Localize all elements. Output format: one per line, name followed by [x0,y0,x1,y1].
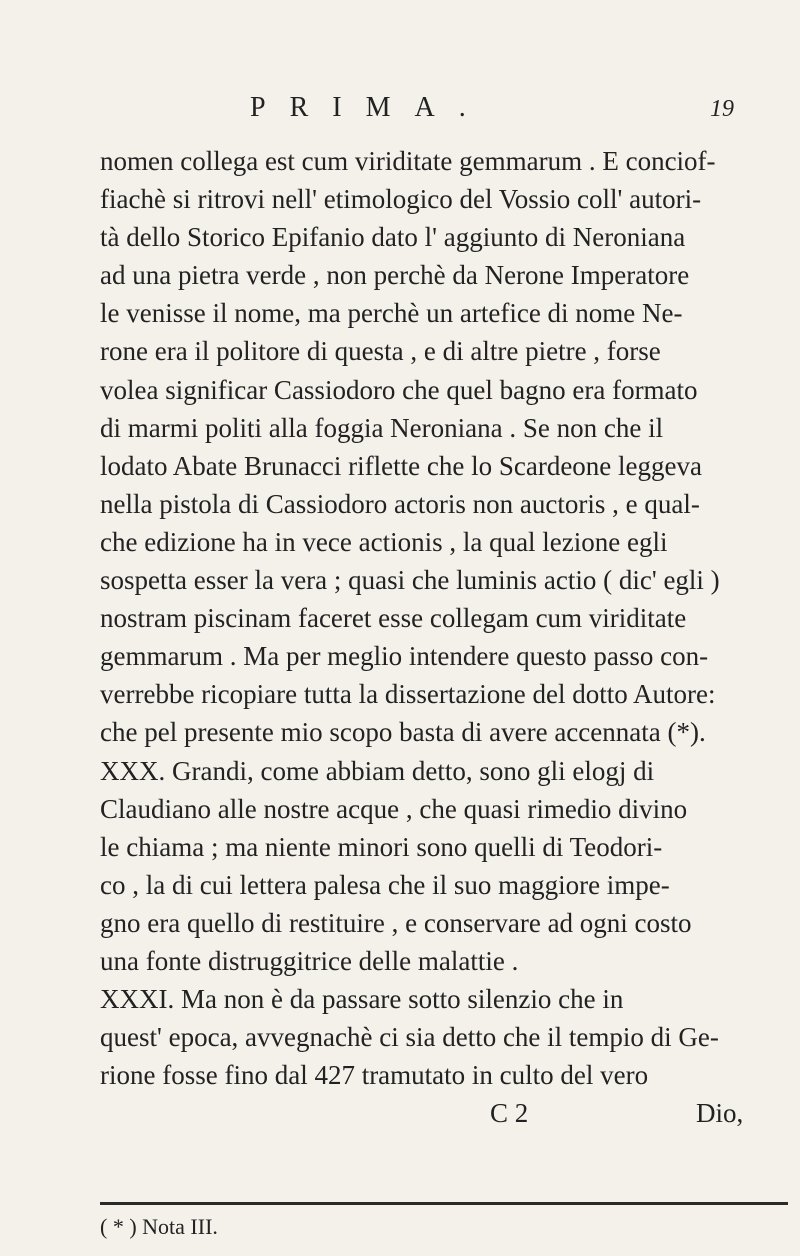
text-line: verrebbe ricopiare tutta la dissertazione del dotto Autore: [100,679,716,710]
page-number: 19 [710,96,734,122]
footnote: ( * ) Nota III. [100,1214,218,1239]
text-line: nella pistola di Cassiodoro actoris non auctoris , e qual- [100,488,700,519]
text-line: sospetta esser la vera ; quasi che luminis actio ( dic' egli ) [100,565,720,596]
text-line: Claudiano alle nostre acque , che quasi rimedio divino [100,793,688,824]
text-line: nomen collega est cum viriditate gemmarum . E conciof- [100,146,716,176]
signature-mark: C 2 [490,1098,529,1129]
text-line: gno era quello di restituire , e conservare ad ogni costo [100,907,692,938]
footnote-rule [100,1202,788,1205]
page-header [0,92,800,132]
text-line: tà dello Storico Epifanio dato l' aggiunto di Neroniana [100,222,686,253]
text-line: nostram piscinam faceret esse collegam cum viriditate [100,603,687,634]
text-line: le chiama ; ma niente minori sono quelli di Teodori- [100,831,663,862]
text-line: gemmarum . Ma per meglio intendere questo passo con- [100,641,709,672]
text-line: rone era il politore di questa , e di altre pietre , forse [100,336,661,367]
body-text [100,142,790,1132]
text-line: di marmi politi alla foggia Neroniana . Se non che il [100,412,664,443]
text-line: ad una pietra verde , non perchè da Nerone Imperatore [100,260,690,291]
text-line: le venisse il nome, ma perchè un artefice di nome Ne- [100,298,683,329]
catchword: Dio, [696,1098,744,1129]
text-line: quest' epoca, avvegnachè ci sia detto che il tempio di Ge- [100,1022,719,1053]
text-line: volea significar Cassiodoro che quel bagno era formato [100,374,698,405]
signature-line [100,1094,790,1132]
text-line: XXXI. Ma non è da passare sotto silenzio che in [100,984,624,1015]
text-line: fiachè si ritrovi nell' etimologico del Vossio coll' autori- [100,184,702,215]
text-line: rione fosse fino dal 427 tramutato in culto del vero [100,1060,649,1091]
text-line: lodato Abate Brunacci riflette che lo Scardeone leggeva [100,450,702,481]
text-line: co , la di cui lettera palesa che il suo maggiore impe- [100,869,670,900]
text-line: che edizione ha in vece actionis , la qual lezione egli [100,526,668,557]
text-line: una fonte distruggitrice delle malattie . [100,945,519,976]
text-line: XXX. Grandi, come abbiam detto, sono gli elogj di [100,755,655,786]
running-title: PRIMA. [250,92,490,123]
text-line: che pel presente mio scopo basta di avere accennata (*). [100,717,706,748]
